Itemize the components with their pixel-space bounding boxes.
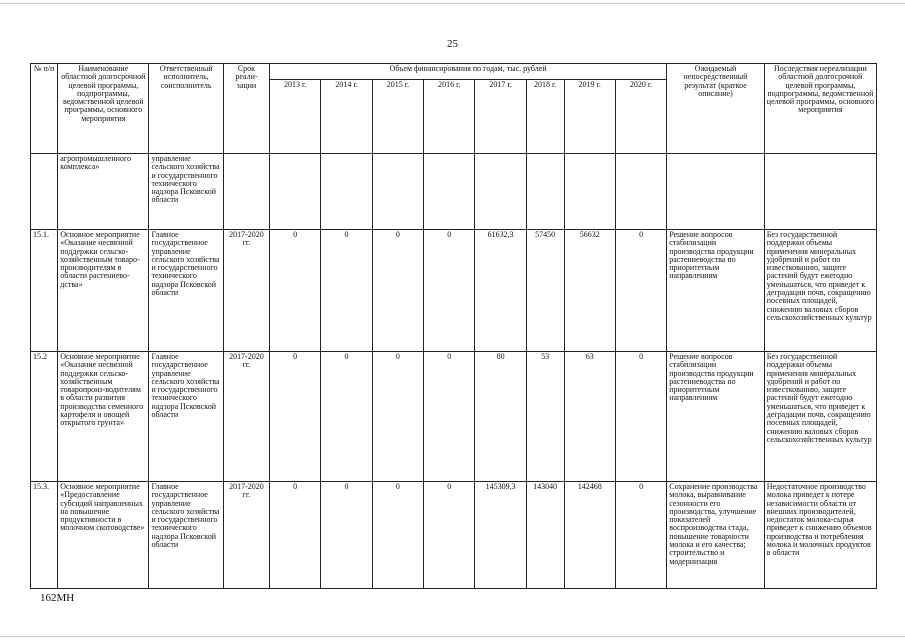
cell-executor: Главное государственное управление сельского хозяйства и государственного технического надзора Псковской области <box>149 482 223 589</box>
cell-value: 61632,3 <box>475 230 526 352</box>
cell-value: 0 <box>615 230 666 352</box>
header-result: Ожидаемый непосредственный результат (краткое описание) <box>667 64 764 154</box>
cell-value: 0 <box>270 482 321 589</box>
cell-term <box>223 154 269 230</box>
cell-executor: Главное государственное управление сельского хозяйства и государственного технического надзора Псковской области <box>149 352 223 482</box>
header-year: 2019 г. <box>564 80 615 154</box>
cell-value: 63 <box>564 352 615 482</box>
table-row <box>31 352 877 482</box>
cell-value <box>526 154 564 230</box>
cell-term: 2017-2020 гг. <box>223 352 269 482</box>
cell-result: Сохранение производства молока, выравнивание сезонности его производства, улучшение показателей воспроизводства стада, повышение товарности молока и его качества; строительство и модернизация <box>667 482 764 589</box>
program-table <box>30 63 877 589</box>
cell-value: 0 <box>321 352 372 482</box>
cell-value: 0 <box>321 230 372 352</box>
cell-value: 0 <box>372 482 423 589</box>
cell-value: 0 <box>615 352 666 482</box>
header-funding: Объем финансирования по годам, тыс. рублей <box>270 64 667 80</box>
scan-edge-top <box>0 3 905 4</box>
table-row <box>31 230 877 352</box>
cell-value: 0 <box>615 482 666 589</box>
cell-consequences: Без государственной поддержки объемы применения минеральных удобрений и работ по известкованию, защите растений будут ежегодно уменьшаться, что приведет к деградации почв, сокращению посевных площадей, снижению валовых сборов сельскохозяйственных культур <box>764 230 876 352</box>
cell-value: 142468 <box>564 482 615 589</box>
cell-value <box>564 154 615 230</box>
cell-value: 0 <box>321 482 372 589</box>
cell-value: 0 <box>372 352 423 482</box>
cell-value <box>372 154 423 230</box>
cell-consequences <box>764 154 876 230</box>
cell-value: 53 <box>526 352 564 482</box>
header-num: № п/п <box>31 64 58 154</box>
cell-name: Основное мероприятие «Оказание несвязной поддержки сельско-хозяйственным товаропроиз-водителям в области развития производства семенного картофеля и овощей открытого грунта» <box>58 352 149 482</box>
header-year: 2014 г. <box>321 80 372 154</box>
cell-name: Основное мероприятие «Предоставление субсидий направленных на повышение продуктивности в молочном скотоводстве» <box>58 482 149 589</box>
header-year: 2013 г. <box>270 80 321 154</box>
cell-value: 56632 <box>564 230 615 352</box>
table-row-continuation <box>31 154 877 230</box>
cell-value: 0 <box>424 230 475 352</box>
header-row <box>31 64 877 80</box>
cell-term: 2017-2020 гг. <box>223 230 269 352</box>
cell-value <box>321 154 372 230</box>
cell-executor: Главное государственное управление сельского хозяйства и государственного технического надзора Псковской области <box>149 230 223 352</box>
cell-num <box>31 154 58 230</box>
cell-value <box>270 154 321 230</box>
cell-result <box>667 154 764 230</box>
cell-name: агропромышленного комплекса» <box>58 154 149 230</box>
document-code: 162МН <box>40 592 75 604</box>
cell-value: 0 <box>424 352 475 482</box>
cell-num: 15.1. <box>31 230 58 352</box>
page-number: 25 <box>447 38 458 50</box>
table-row <box>31 482 877 589</box>
cell-executor: управление сельского хозяйства и государственного технического надзора Псковской области <box>149 154 223 230</box>
cell-value <box>475 154 526 230</box>
cell-value: 0 <box>270 230 321 352</box>
header-year: 2020 г. <box>615 80 666 154</box>
header-year: 2015 г. <box>372 80 423 154</box>
cell-value <box>615 154 666 230</box>
header-year: 2018 г. <box>526 80 564 154</box>
header-consequences: Последствия нереализации областной долгосрочной целевой программы, подпрограммы, ведомственной целевой программы, основного мероприятия <box>764 64 876 154</box>
header-year: 2017 г. <box>475 80 526 154</box>
header-year: 2016 г. <box>424 80 475 154</box>
cell-num: 15.3. <box>31 482 58 589</box>
cell-value: 80 <box>475 352 526 482</box>
cell-value: 0 <box>270 352 321 482</box>
cell-value <box>424 154 475 230</box>
cell-consequences: Недостаточное производство молока приведет к потере независимости области от внешних производителей, недостаток молока-сырья приведет к снижению объемов производства и потребления молока и молочных продуктов в области <box>764 482 876 589</box>
header-term: Срок реали-зации <box>223 64 269 154</box>
cell-value: 57450 <box>526 230 564 352</box>
cell-result: Решение вопросов стабилизации производства продукции растениеводства по приоритетным направлениям <box>667 352 764 482</box>
scan-edge-bottom <box>0 636 905 637</box>
header-name: Наименование областной долгосрочной целевой программы, подпрограммы, ведомственной целевой программы, основного мероприятия <box>58 64 149 154</box>
cell-term: 2017-2020 гг. <box>223 482 269 589</box>
cell-result: Решение вопросов стабилизации производства продукции растениеводства по приоритетным направлениям <box>667 230 764 352</box>
cell-name: Основное мероприятие «Оказание несвязной поддержки сельско-хозяйственным товаро-производителям в области растениево-дства» <box>58 230 149 352</box>
cell-num: 15.2 <box>31 352 58 482</box>
cell-value: 0 <box>424 482 475 589</box>
cell-value: 0 <box>372 230 423 352</box>
cell-consequences: Без государственной поддержки объемы применения минеральных удобрений и работ по известкованию, защите растений будут ежегодно уменьшаться, что приведет к деградации почв, сокращению посевных площадей, снижению валовых сборов сельскохозяйственных культур <box>764 352 876 482</box>
cell-value: 145309,3 <box>475 482 526 589</box>
header-executor: Ответственный исполнитель, соисполнитель <box>149 64 223 154</box>
cell-value: 143040 <box>526 482 564 589</box>
